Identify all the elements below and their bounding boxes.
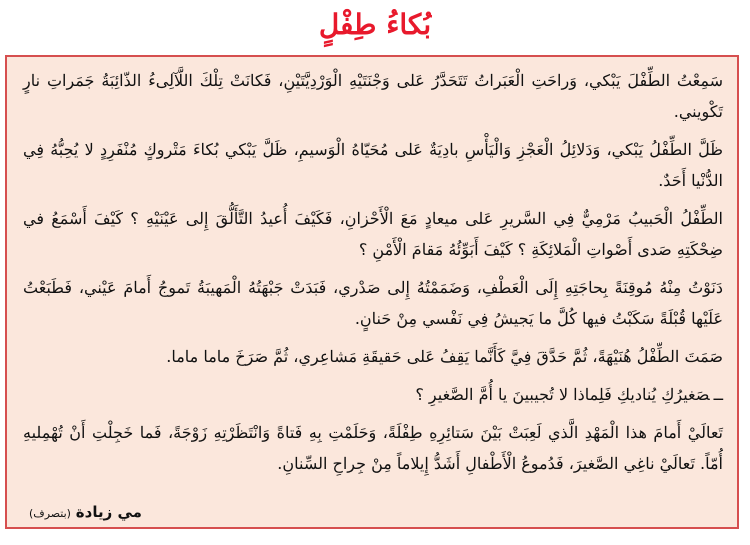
text-frame — [5, 55, 739, 529]
page-title: بُكاءُ طِفْلٍ — [318, 8, 432, 41]
paragraph-3: الطِّفْلُ الْحَبيبُ مَرْمِيٌّ فِي السَّريرِ عَلى ميعادٍ مَعَ الْأَحْزانِ، فَكَيْفَ أُعيدُ التَّأَلُّقَ إِلى عَيْنَيْهِ ؟ كَيْفَ أَسْمَعُ في ضِحْكَتِهِ صَدى أَصْواتِ الْمَلائِكَةِ ؟ كَيْفَ أَبَوِّئُهُ مَقامَ الْأَمْنِ ؟ — [23, 209, 723, 259]
attribution — [23, 503, 142, 521]
paragraph-5: صَمَتَ الطِّفْلُ هُنَيْهَةً، ثُمَّ حَدَّقَ فِيَّ كَأَنَّما يَقِفُ عَلى حَقيقَةِ مَشاعِري، ثُمَّ صَرَخَ ماما ماما. — [166, 347, 723, 366]
adaptation-note: (بتصرف) — [29, 507, 71, 520]
paragraph-2: ظَلَّ الطِّفْلُ يَبْكي، وَدَلائِلُ الْعَجْزِ وَالْيَأْسِ بادِيَةٌ عَلى مُحَيّاهُ الْوَسيمِ، ظَلَّ يَبْكي بُكاءَ مَتْروكٍ مُنْفَرِدٍ لا يُحِبُّهُ فِي الدُّنْيا أَحَدٌ. — [23, 140, 723, 190]
paragraph-6-text: صَغيرُكِ يُناديكِ فَلِماذا لا تُجيبينَ يا أُمَّ الصَّغيرِ ؟ — [415, 385, 710, 404]
paragraph-7: تَعالَيْ أَمامَ هذا الْمَهْدِ الَّذي لَعِبَتْ بَيْنَ سَتائِرِهِ طِفْلَةً، وَحَلَمْتِ بِهِ فَتاةً وَانْتَظَرْتِهِ زَوْجَةً، فَما خَجِلْتِ أَنْ تُهْمِليهِ أُمّاً. تَعالَيْ ناغِي الصَّغيرَ، فَدُموعُ الْأَطْفالِ أَشَدُّ إِيلاماً مِنْ جِراحِ السِّنانِ. — [23, 423, 723, 473]
paragraph-1: سَمِعْتُ الطِّفْلَ يَبْكي، وَراحَتِ الْعَبَراتُ تَتَحَدَّرُ عَلى وَجْنَتَيْهِ الْوَرْدِيَّتَيْنِ، فَكانَتْ تِلْكَ اللَّآلِىءُ الذّائِبَةُ جَمَراتِ نارٍ تَكْويني. — [23, 71, 723, 121]
author-name: مي زيادة — [75, 503, 142, 521]
dialog-dash: ــ — [713, 385, 723, 404]
paragraph-4: دَنَوْتُ مِنْهُ مُوقِنَةً بِحاجَتِهِ إِلَى الْعَطْفِ، وَضَمَمْتُهُ إِلى صَدْري، فَبَدَتْ جَبْهَتُهُ الْمَهيبَةُ تَموجُ أَمامَ عَيْني، فَطَبَعْتُ عَلَيْها قُبْلَةً سَكَبْتُ فيها كُلَّ ما يَجيشُ فِي نَفْسي مِنْ حَنانٍ. — [23, 278, 724, 328]
paragraph-6 — [23, 379, 723, 410]
story-text — [23, 65, 723, 486]
